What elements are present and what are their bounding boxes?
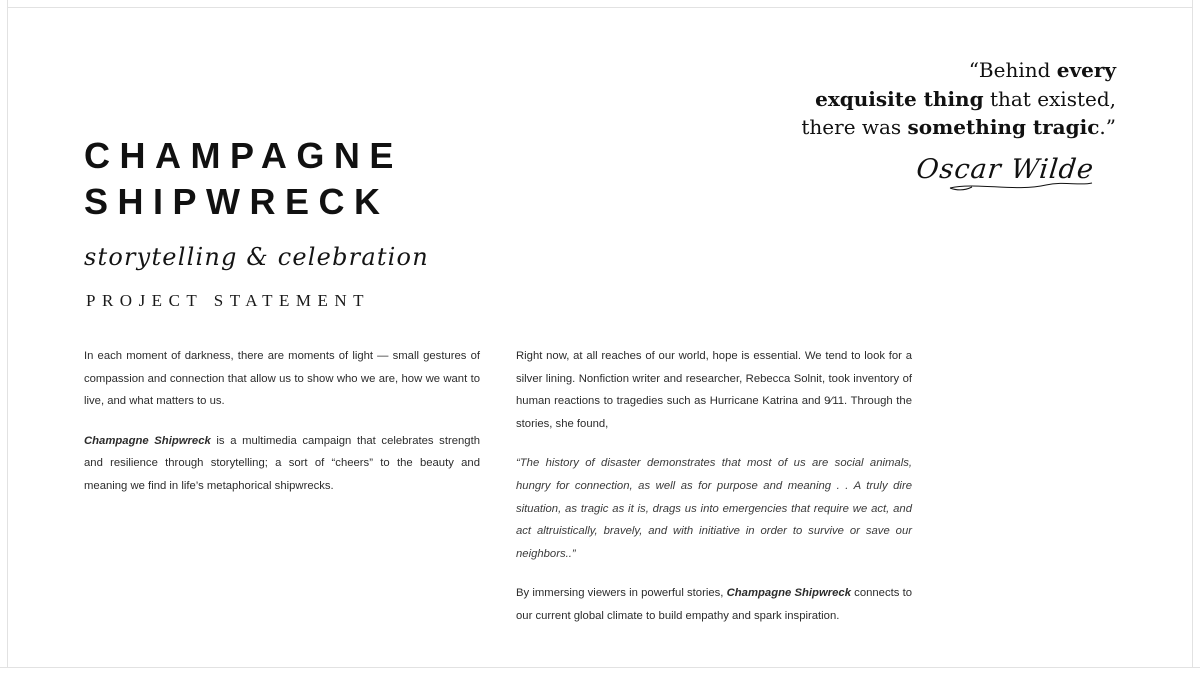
quote-line-3-emphasis: something tragic [907,115,1100,140]
paragraph-inline-emphasis: Champagne Shipwreck [726,587,851,600]
page-title: PROJECT STATEMENT [86,291,371,310]
quote-attribution-signature: Oscar Wilde [914,153,1096,185]
paragraph: Right now, at all reaches of our world, hope is essential. We tend to look for a silver lining. Nonfiction writer and researcher, Rebecca Solnit, took inventory of human reactions to tragedies such as Hurricane Katrina and 9⁄11. Through the stories, she found, [516,350,912,430]
right-column [516,345,912,645]
quote-line-2-emphasis: exquisite thing [815,86,984,111]
page-frame-left [0,0,8,675]
body-columns [84,345,1116,645]
brand-title-line-2: SHIPWRECK [84,180,390,222]
quote-line-3-tail: .” [1099,115,1116,140]
paragraph [516,582,912,627]
quote-line-3 [696,113,1116,142]
quote-line-2-text: that existed, [983,86,1116,111]
left-column [84,345,480,645]
paragraph-tail: connects to our current global climate to build empathy and spark inspiration. [516,587,912,622]
paragraph: In each moment of darkness, there are moments of light — small gestures of compassion and connection that allow us to show who we are, how we want to live, and what matters to us. [84,350,480,408]
brand-title-line-1: CHAMPAGNE [84,135,403,176]
quote-line-1 [696,56,1116,85]
paragraph-text: By immersing viewers in powerful stories, [516,587,727,600]
page-frame-top [0,0,1200,8]
paragraph [84,430,480,498]
title-block [84,132,544,271]
quote-line-1-emphasis: every [1056,58,1116,82]
brand-tagline: storytelling & celebration [84,242,429,271]
paragraph-text: is a multimedia campaign that celebrates strength and resilience through storytelling; a sort of “cheers” to the beauty and meaning we find in life’s metaphorical shipwrecks. [84,434,480,492]
quote-line-2 [696,85,1116,114]
quote-line-3-text: there was [801,115,908,140]
block-quote: “The history of disaster demonstrates that most of us are social animals, hungry for connection, as well as for purpose and meaning . . A truly dire situation, as tragic as it is, drags us into emergencies that require we act, and act altruistically, bravely, and with initiative in order to survive or save our neighbors..” [516,457,912,560]
paragraph-lead-emphasis: Champagne Shipwreck [84,434,211,447]
page-frame-bottom [0,667,1200,675]
pull-quote [696,56,1116,191]
quote-line-1-text: “Behind [968,58,1057,82]
page-frame-right [1192,0,1200,675]
